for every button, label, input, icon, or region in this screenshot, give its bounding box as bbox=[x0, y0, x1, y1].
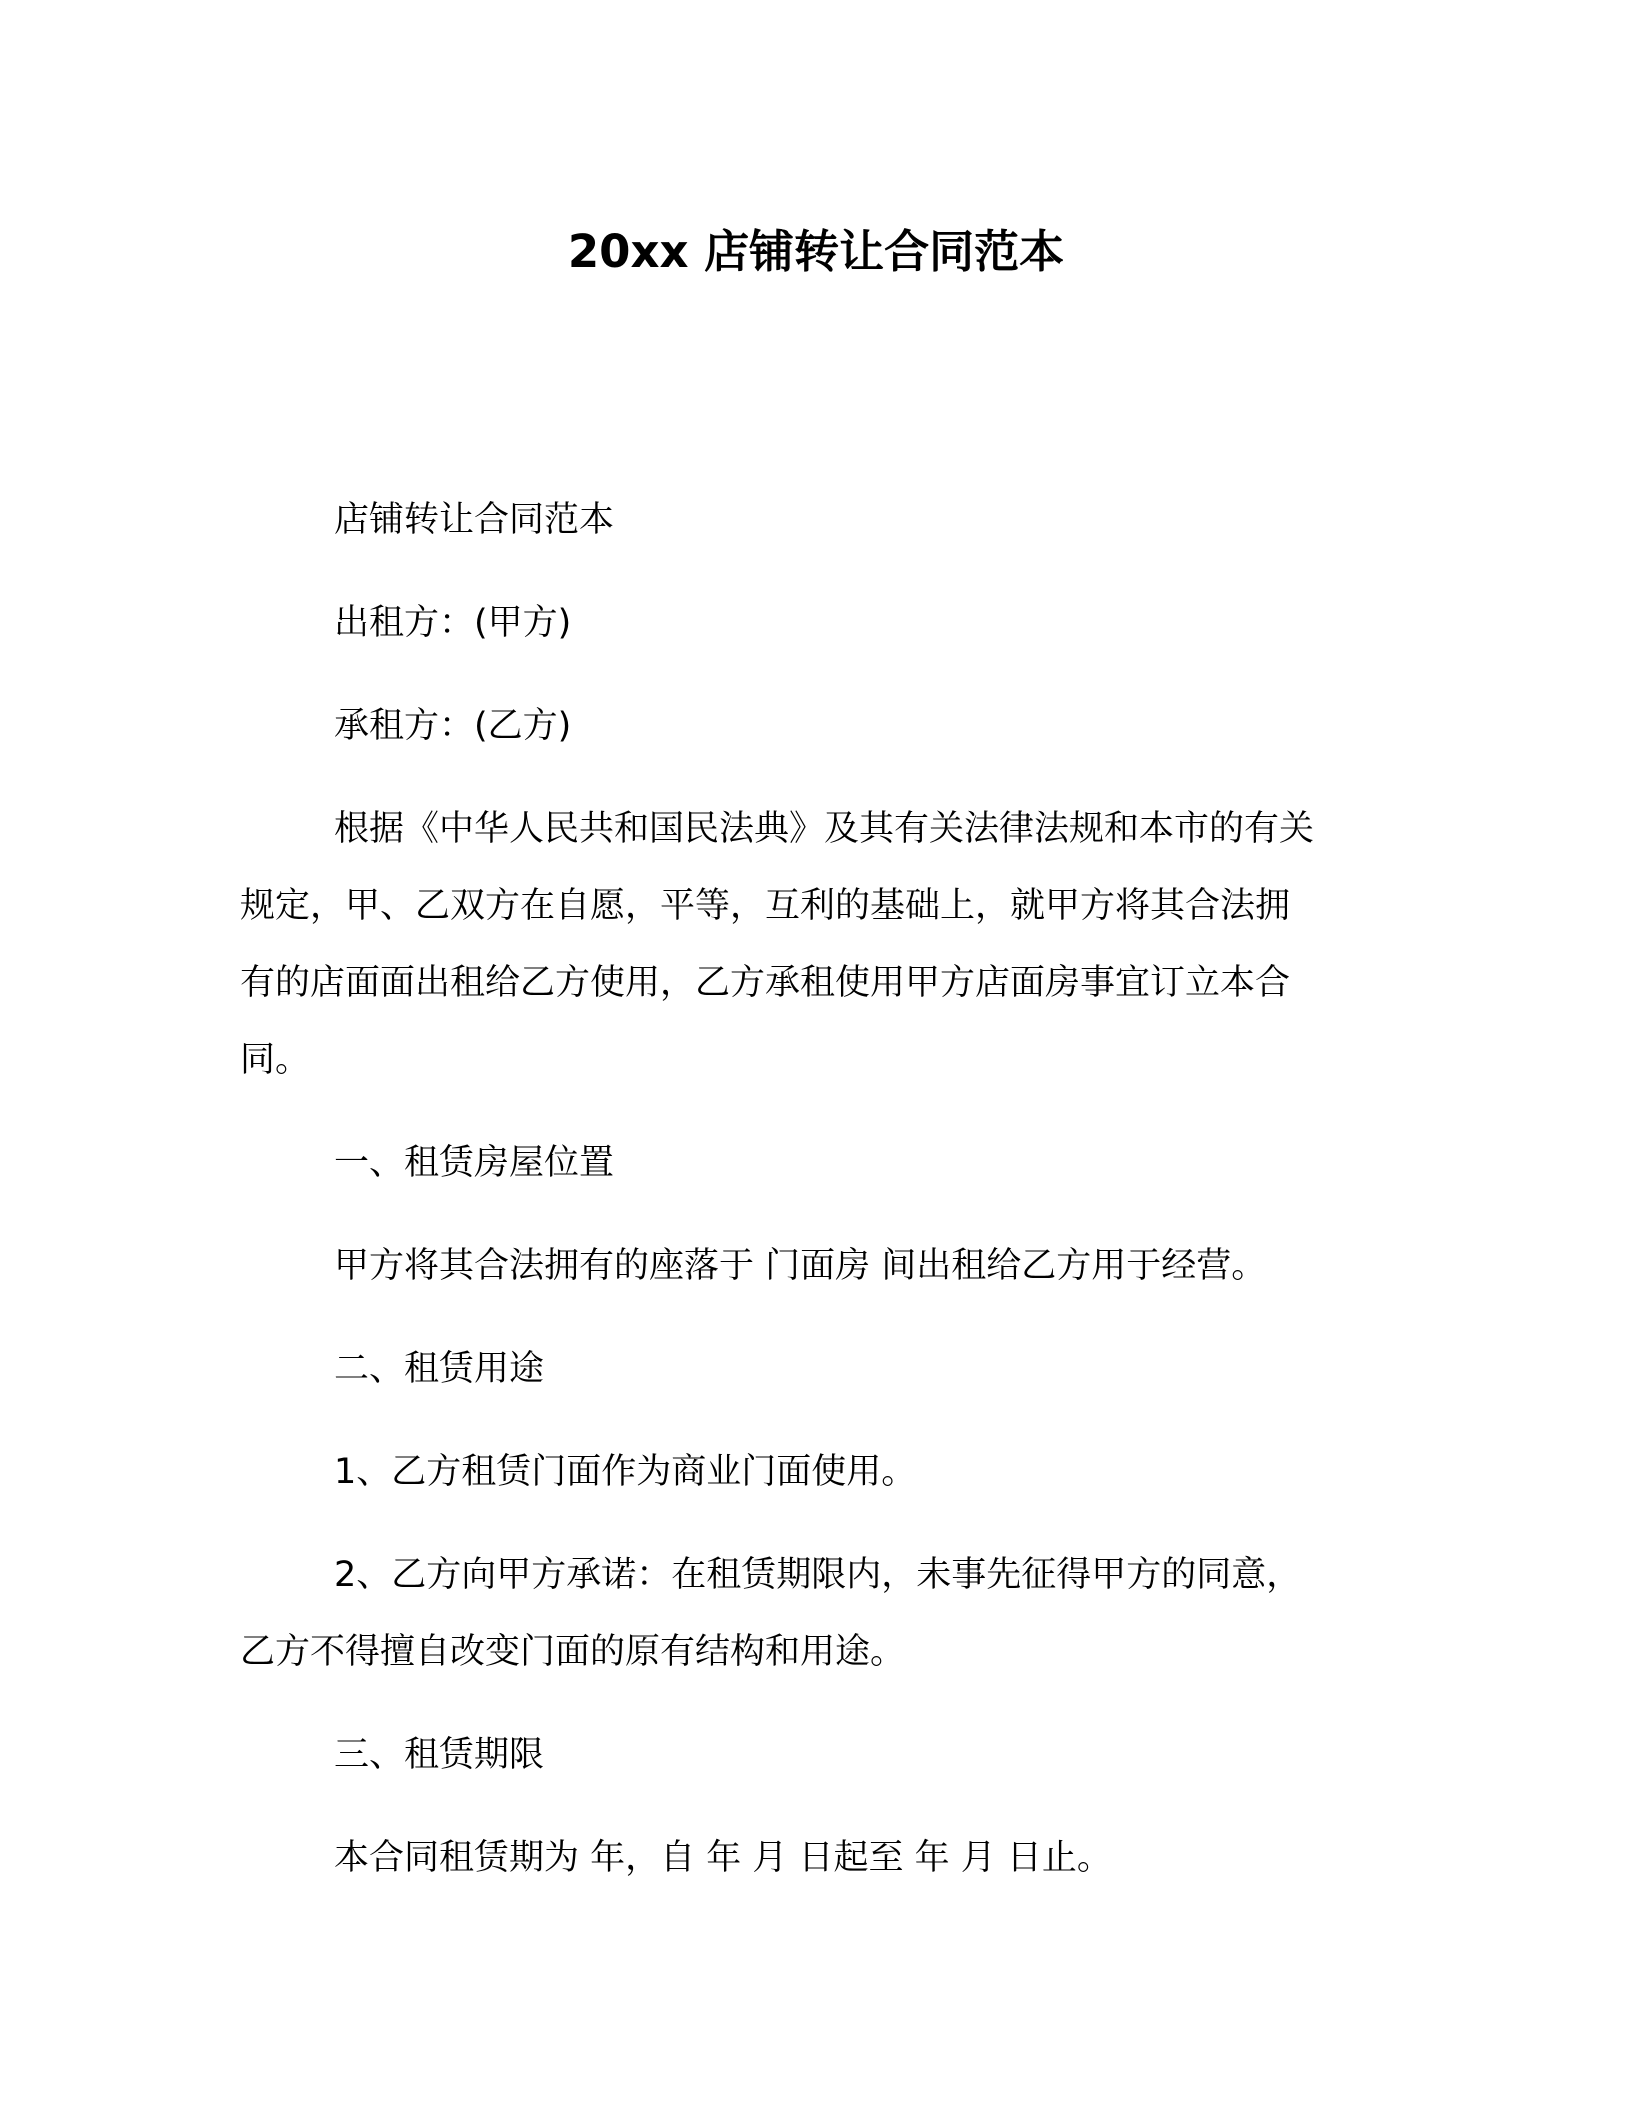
document-title: 20xx 店铺转让合同范本 bbox=[567, 225, 1065, 278]
preamble-line-3: 有的店面面出租给乙方使用，乙方承租使用甲方店面房事宜订立本合 bbox=[240, 963, 1291, 1003]
section-2-heading: 二、租赁用途 bbox=[334, 1349, 545, 1389]
preamble-line-1: 根据《中华人民共和国民法典》及其有关法律法规和本市的有关 bbox=[334, 809, 1315, 849]
section-2-item-1: 1、乙方租赁门面作为商业门面使用。 bbox=[334, 1452, 917, 1492]
section-3-heading: 三、租赁期限 bbox=[334, 1735, 545, 1775]
section-3-body: 本合同租赁期为 年，自 年 月 日起至 年 月 日止。 bbox=[334, 1838, 1112, 1878]
preamble-line-4: 同。 bbox=[240, 1040, 311, 1080]
section-2-item-2-line-2: 乙方不得擅自改变门面的原有结构和用途。 bbox=[240, 1632, 906, 1672]
section-1-body: 甲方将其合法拥有的座落于 门面房 间出租给乙方用于经营。 bbox=[334, 1246, 1267, 1286]
contract-subtitle: 店铺转让合同范本 bbox=[334, 500, 615, 540]
lessor-line: 出租方：(甲方) bbox=[334, 603, 572, 643]
section-1-heading: 一、租赁房屋位置 bbox=[334, 1143, 615, 1183]
preamble-line-2: 规定，甲、乙双方在自愿，平等，互利的基础上，就甲方将其合法拥 bbox=[240, 886, 1291, 926]
lessee-line: 承租方：(乙方) bbox=[334, 706, 572, 746]
section-2-item-2-line-1: 2、乙方向甲方承诺：在租赁期限内，未事先征得甲方的同意， bbox=[334, 1555, 1302, 1595]
